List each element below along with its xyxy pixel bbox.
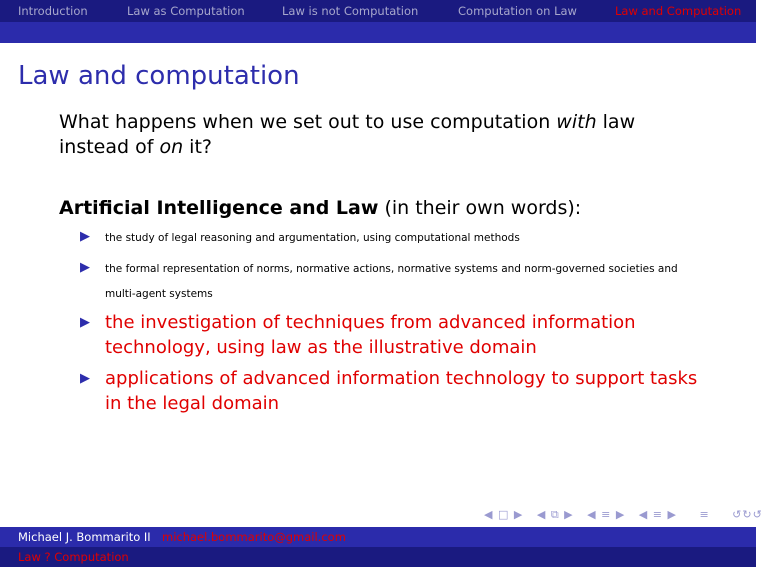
- prev-section-icon[interactable]: ◀: [638, 508, 649, 521]
- intro-emphasis-with: with: [556, 111, 597, 133]
- document-icon[interactable]: ≡: [699, 508, 710, 521]
- subsection-icon[interactable]: ≡: [601, 508, 612, 521]
- footer-author: Michael J. Bommarito II: [18, 530, 151, 544]
- bullet-triangle-icon: ▶: [80, 315, 90, 330]
- prev-slide-icon[interactable]: ◀: [484, 508, 494, 521]
- ai-law-heading-rest: (in their own words):: [378, 197, 582, 219]
- nav-item-law-is-not-computation[interactable]: Law is not Computation: [282, 4, 419, 18]
- nav-item-law-and-computation[interactable]: Law and Computation: [615, 4, 742, 18]
- list-item-highlighted: the investigation of techniques from advanced information technology, using law as the illustrative domain: [105, 312, 636, 358]
- ai-law-heading: [59, 196, 699, 221]
- intro-emphasis-on: on: [159, 136, 184, 158]
- next-frame-icon[interactable]: ▶: [564, 508, 574, 521]
- bullet-triangle-icon: ▶: [80, 229, 90, 244]
- bullet-triangle-icon: ▶: [80, 371, 90, 386]
- ai-law-heading-bold: Artificial Intelligence and Law: [59, 197, 379, 219]
- prev-frame-icon[interactable]: ◀: [536, 508, 547, 521]
- prev-subsection-icon[interactable]: ◀: [587, 508, 597, 521]
- frame-title: Law and computation: [18, 61, 300, 91]
- footer-short-title: Law ? Computation: [18, 550, 129, 564]
- subsection-bar: [0, 22, 756, 43]
- intro-paragraph: [59, 110, 699, 160]
- nav-item-computation-on-law[interactable]: Computation on Law: [458, 4, 577, 18]
- slide-icon[interactable]: □: [497, 508, 510, 521]
- beamer-navigation-controls: [484, 508, 763, 522]
- next-subsection-icon[interactable]: ▶: [615, 508, 626, 521]
- list-item-highlighted: applications of advanced information technology to support tasks in the legal domain: [105, 368, 698, 414]
- intro-text-3: it?: [183, 136, 212, 158]
- next-section-icon[interactable]: ▶: [667, 508, 677, 521]
- frame-icon[interactable]: ⧉: [550, 508, 560, 521]
- bullet-triangle-icon: ▶: [80, 260, 90, 275]
- intro-text-1: What happens when we set out to use computation: [59, 111, 557, 133]
- intro-text-2: law instead of: [59, 111, 636, 158]
- search-icon[interactable]: ↺↻↺: [732, 508, 763, 521]
- nav-item-law-as-computation[interactable]: Law as Computation: [127, 4, 245, 18]
- next-slide-icon[interactable]: ▶: [513, 508, 524, 521]
- section-navigation-bar: [0, 0, 756, 22]
- list-item: the study of legal reasoning and argumentation, using computational methods: [105, 232, 520, 244]
- nav-item-introduction[interactable]: Introduction: [18, 4, 88, 18]
- footer-email-link[interactable]: michael.bommarito@gmail.com: [162, 530, 346, 544]
- section-icon[interactable]: ≡: [652, 508, 663, 521]
- list-item: the formal representation of norms, normative actions, normative systems and norm-governed societies and multi-agent systems: [105, 263, 678, 300]
